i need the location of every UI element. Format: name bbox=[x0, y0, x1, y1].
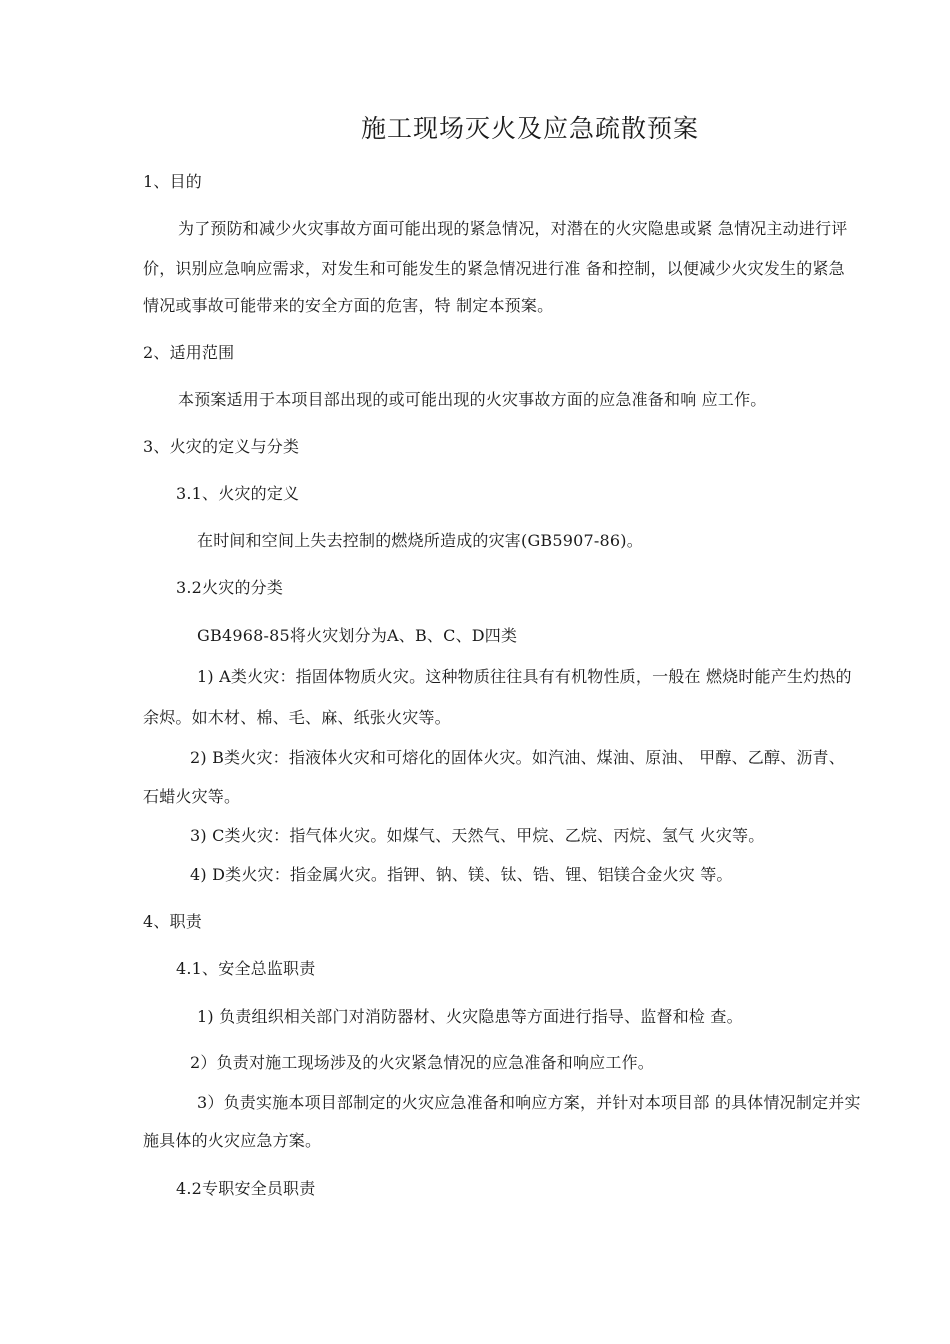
heading-purpose: 1、目的 bbox=[143, 172, 202, 191]
paragraph-line: 在时间和空间上失去控制的燃烧所造成的灾害(GB5907-86)。 bbox=[197, 531, 643, 550]
list-item: 2）负责对施工现场涉及的火灾紧急情况的应急准备和响应工作。 bbox=[190, 1053, 654, 1072]
list-item: 3）负责实施本项目部制定的火灾应急准备和响应方案，并针对本项目部 的具体情况制定并实 bbox=[197, 1093, 861, 1112]
heading-definition-classification: 3、火灾的定义与分类 bbox=[143, 437, 300, 456]
list-item: 3) C类火灾：指气体火灾。如煤气、天然气、甲烷、乙烷、丙烷、氢气 火灾等。 bbox=[190, 826, 765, 845]
subheading-definition: 3.1、火灾的定义 bbox=[176, 484, 300, 503]
subheading-safety-director: 4.1、安全总监职责 bbox=[176, 959, 316, 978]
list-item-continuation: 石蜡火灾等。 bbox=[143, 787, 241, 806]
paragraph-line: 价，识别应急响应需求，对发生和可能发生的紧急情况进行准 备和控制，以便减少火灾发生的紧急 bbox=[143, 259, 845, 278]
heading-responsibilities: 4、职责 bbox=[143, 912, 202, 931]
list-item-continuation: 余烬。如木材、棉、毛、麻、纸张火灾等。 bbox=[143, 708, 451, 727]
subheading-classification: 3.2火灾的分类 bbox=[176, 578, 284, 597]
heading-scope: 2、适用范围 bbox=[143, 343, 235, 362]
paragraph-line: 情况或事故可能带来的安全方面的危害，特 制定本预案。 bbox=[143, 296, 554, 315]
list-item: 2) B类火灾：指液体火灾和可熔化的固体火灾。如汽油、煤油、原油、 甲醇、乙醇、沥青、 bbox=[190, 748, 845, 767]
paragraph-line: 本预案适用于本项目部出现的或可能出现的火灾事故方面的应急准备和响 应工作。 bbox=[178, 390, 767, 409]
paragraph-line: GB4968-85将火灾划分为A、B、C、D四类 bbox=[197, 626, 518, 645]
subheading-safety-officer: 4.2专职安全员职责 bbox=[176, 1179, 316, 1198]
list-item-continuation: 施具体的火灾应急方案。 bbox=[143, 1131, 322, 1150]
page-title: 施工现场灭火及应急疏散预案 bbox=[360, 114, 699, 143]
list-item: 1) 负责组织相关部门对消防器材、火灾隐患等方面进行指导、监督和检 查。 bbox=[197, 1007, 743, 1026]
list-item: 4) D类火灾：指金属火灾。指钾、钠、镁、钛、锆、锂、铝镁合金火灾 等。 bbox=[190, 865, 733, 884]
paragraph-line: 为了预防和减少火灾事故方面可能出现的紧急情况，对潜在的火灾隐患或紧 急情况主动进行评 bbox=[178, 219, 848, 238]
list-item: 1) A类火灾：指固体物质火灾。这种物质往往具有有机物性质，一般在 燃烧时能产生灼热的 bbox=[197, 667, 852, 686]
